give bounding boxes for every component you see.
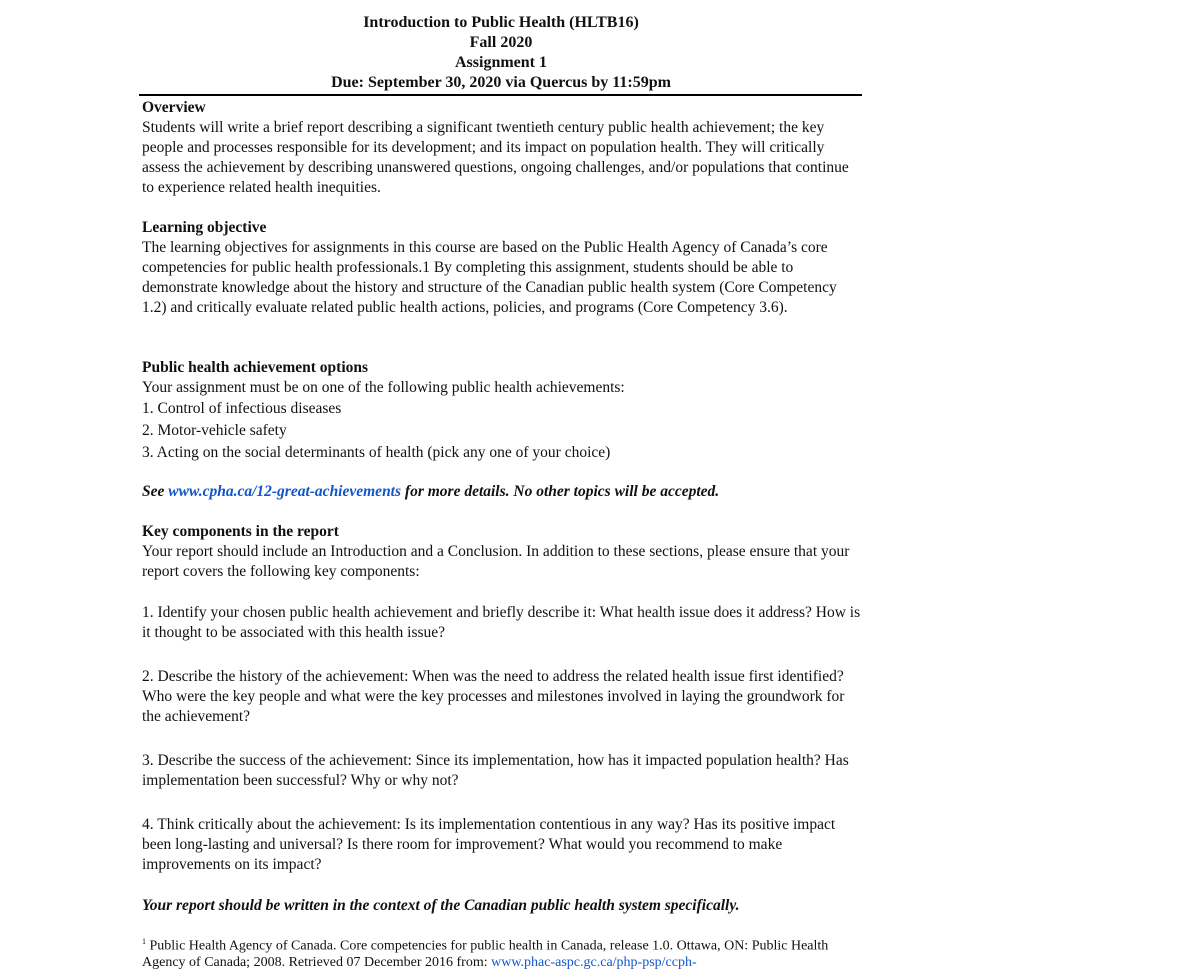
- course-title: Introduction to Public Health (HLTB16): [363, 14, 639, 31]
- option-item: 2. Motor-vehicle safety: [142, 422, 287, 439]
- components-intro: Your report should include an Introduction and a Conclusion. In addition to these sections, please ensure that your report covers the following key components:: [142, 543, 850, 580]
- key-components-section: [142, 522, 864, 582]
- see-prefix: See: [142, 483, 169, 500]
- cpha-achievements-link[interactable]: www.cpha.ca/12-great-achievements: [168, 483, 402, 500]
- options-intro: Your assignment must be on one of the following public health achievements:: [142, 379, 625, 396]
- option-item: 1. Control of infectious diseases: [142, 400, 342, 417]
- due-date: Due: September 30, 2020 via Quercus by 11:59pm: [331, 74, 671, 91]
- document-header: [140, 13, 862, 93]
- see-suffix: for more details. No other topics will be accepted.: [401, 483, 720, 500]
- component-item: 2. Describe the history of the achievement: When was the need to address the related health issue first identified? Who were the key people and what were the key processes and milestones involved in laying the groundwork for the achievement?: [142, 668, 845, 725]
- header-divider: [139, 94, 862, 96]
- footnote-marker: 1: [142, 937, 146, 946]
- learning-objective-heading: Learning objective: [142, 219, 267, 236]
- learning-objective-text: The learning objectives for assignments in this course are based on the Public Health Agency of Canada’s core competencies for public health professionals.1 By completing this assignment, students should be able to demonstrate knowledge about the history and structure of the Canadian public health system (Core Competency 1.2) and critically evaluate related public health actions, policies, and programs (Core Competency 3.6).: [142, 239, 837, 316]
- achievement-options-section: [142, 358, 864, 464]
- footnote: [142, 934, 862, 971]
- footnote-link[interactable]: www.phac-aspc.gc.ca/php-psp/ccph-: [491, 954, 697, 970]
- overview-section: [142, 98, 864, 198]
- component-item: 4. Think critically about the achievement: Is its implementation contentious in any way? Has its positive impact been long-lasting and universal? Is there room for improvement? What would you recommend to make improvements on its impact?: [142, 816, 836, 873]
- options-heading: Public health achievement options: [142, 359, 369, 376]
- learning-objective-section: [142, 218, 864, 318]
- overview-heading: Overview: [142, 99, 206, 116]
- see-more-line: [142, 482, 864, 502]
- components-heading: Key components in the report: [142, 523, 339, 540]
- closing-statement: Your report should be written in the context of the Canadian public health system specifically.: [142, 897, 740, 914]
- component-item: 1. Identify your chosen public health achievement and briefly describe it: What health issue does it address? How is it thought to be associated with this health issue?: [142, 604, 861, 641]
- component-item: 3. Describe the success of the achievement: Since its implementation, how has it impacted population health? Has implementation been successful? Why or why not?: [142, 752, 849, 789]
- overview-text: Students will write a brief report describing a significant twentieth century public health achievement; the key people and processes responsible for its development; and its impact on population health. They will critically assess the achievement by describing unanswered questions, ongoing challenges, and/or populations that continue to experience related health inequities.: [142, 119, 849, 196]
- term-label: Fall 2020: [469, 34, 533, 51]
- option-item: 3. Acting on the social determinants of health (pick any one of your choice): [142, 444, 611, 461]
- footnote-text: Public Health Agency of Canada. Core competencies for public health in Canada, release 1.0. Ottawa, ON: Public Health Agency of Canada; 2008. Retrieved 07 December 2016 from:: [142, 938, 829, 970]
- assignment-label: Assignment 1: [454, 54, 547, 71]
